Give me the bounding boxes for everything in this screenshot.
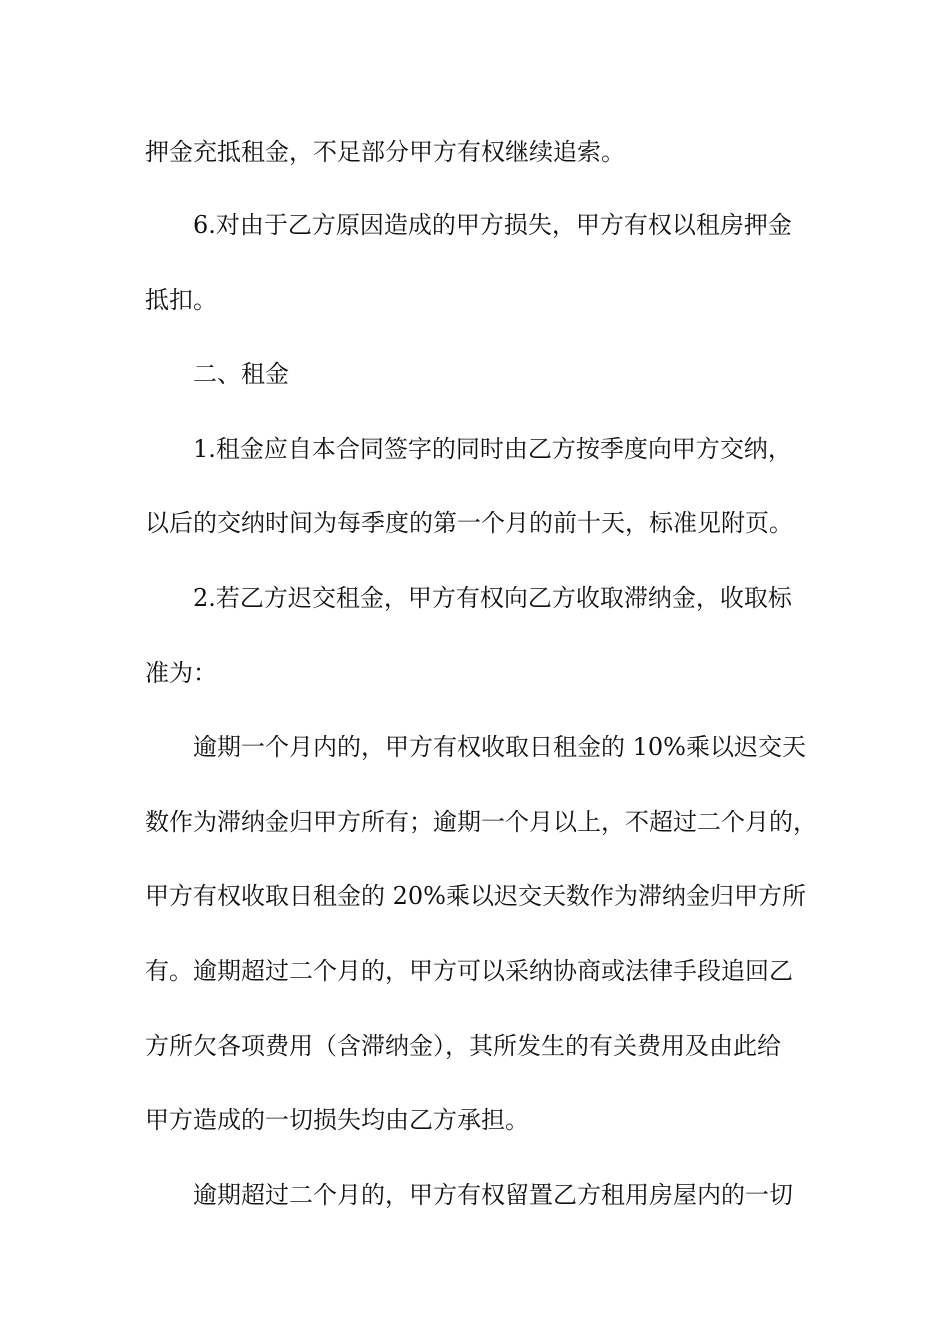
text-line: 准为：: [145, 659, 217, 687]
text-line: 数作为滞纳金归甲方所有；逾期一个月以上，不超过二个月的，: [145, 808, 817, 836]
text-line: 1.租金应自本合同签字的同时由乙方按季度向甲方交纳，: [193, 435, 792, 463]
text-line: 方所欠各项费用（含滞纳金），其所发生的有关费用及由此给: [145, 1032, 781, 1060]
text-line: 6.对由于乙方原因造成的甲方损失，甲方有权以租房押金: [193, 211, 792, 239]
text-line: 押金充抵租金，不足部分甲方有权继续追索。: [145, 138, 625, 166]
text-line: 逾期一个月内的，甲方有权收取日租金的 10%乘以迟交天: [193, 733, 806, 761]
text-line: 抵扣。: [145, 286, 217, 314]
text-line: 有。逾期超过二个月的，甲方可以采纳协商或法律手段追回乙: [145, 957, 793, 985]
text-line: 2.若乙方迟交租金，甲方有权向乙方收取滞纳金，收取标: [193, 584, 792, 612]
text-line: 甲方造成的一切损失均由乙方承担。: [145, 1106, 529, 1134]
text-line: 甲方有权收取日租金的 20%乘以迟交天数作为滞纳金归甲方所: [145, 882, 806, 910]
section-heading: 二、租金: [193, 360, 289, 388]
text-line: 以后的交纳时间为每季度的第一个月的前十天，标准见附页。: [145, 509, 793, 537]
text-line: 逾期超过二个月的，甲方有权留置乙方租用房屋内的一切: [193, 1181, 793, 1209]
